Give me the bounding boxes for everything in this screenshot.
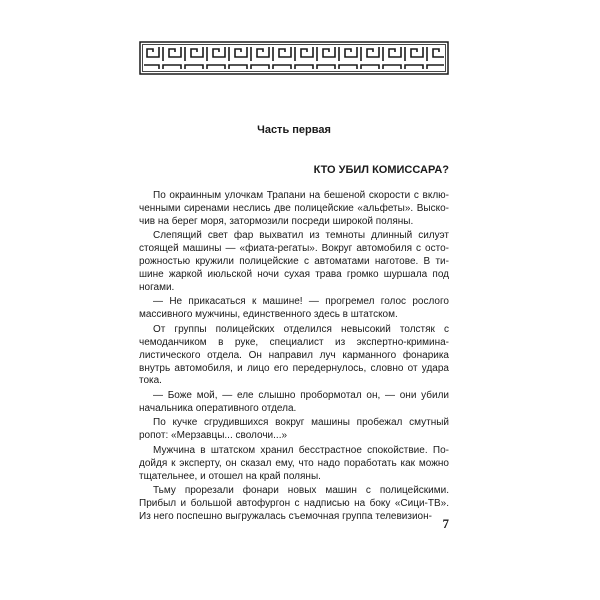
body-text xyxy=(139,190,449,525)
chapter-title: КТО УБИЛ КОМИССАРА? xyxy=(313,164,449,176)
paragraph: Тьму прорезали фонари новых машин с полицейскими. Прибыл и большой автофургон с надписью на боку «Сици-ТВ». Из него поспешно выгружалась съемочная группа телевизион- xyxy=(139,485,449,522)
paragraph: Слепящий свет фар выхватил из темноты длинный силуэт стоящей машины — «фиата-регаты». Вокруг автомобиля с осторожностью кружили полицейские с автоматами наготове. В тишине жаркой июльской ночи сухая трава громко шуршала под ногами. xyxy=(139,230,449,293)
paragraph: По окраинным улочкам Трапани на бешеной скорости с включенными сиренами неслись две полицейские «альфеты». Выскочив на берег моря, затормозили посреди широкой поляны. xyxy=(139,190,449,227)
paragraph: — Боже мой, — еле слышно пробормотал он, — они убили начальника оперативного отдела. xyxy=(139,389,449,414)
paragraph: — Не прикасаться к машине! — прогремел голос рослого массивного мужчины, единственного здесь в штатском. xyxy=(139,296,449,321)
page-number: 7 xyxy=(442,516,449,531)
greek-key-ornament xyxy=(139,41,449,75)
paragraph: По кучке сгрудившихся вокруг машины пробежал смутный ропот: «Мерзавцы... сволочи...» xyxy=(139,417,449,442)
part-title: Часть первая xyxy=(257,124,331,136)
paragraph: От группы полицейских отделился невысокий толстяк с чемоданчиком в руке, специалист из экспертно-криминалистического отдела. Он направил луч карманного фонарика внутрь автомобиля, и лицо его передернулось, словно от удара тока. xyxy=(139,323,449,387)
paragraph: Мужчина в штатском хранил бесстрастное спокойствие. Подойдя к эксперту, он сказал ему, что надо поработать как можно тщательнее, и отошел на край поляны. xyxy=(139,444,449,482)
